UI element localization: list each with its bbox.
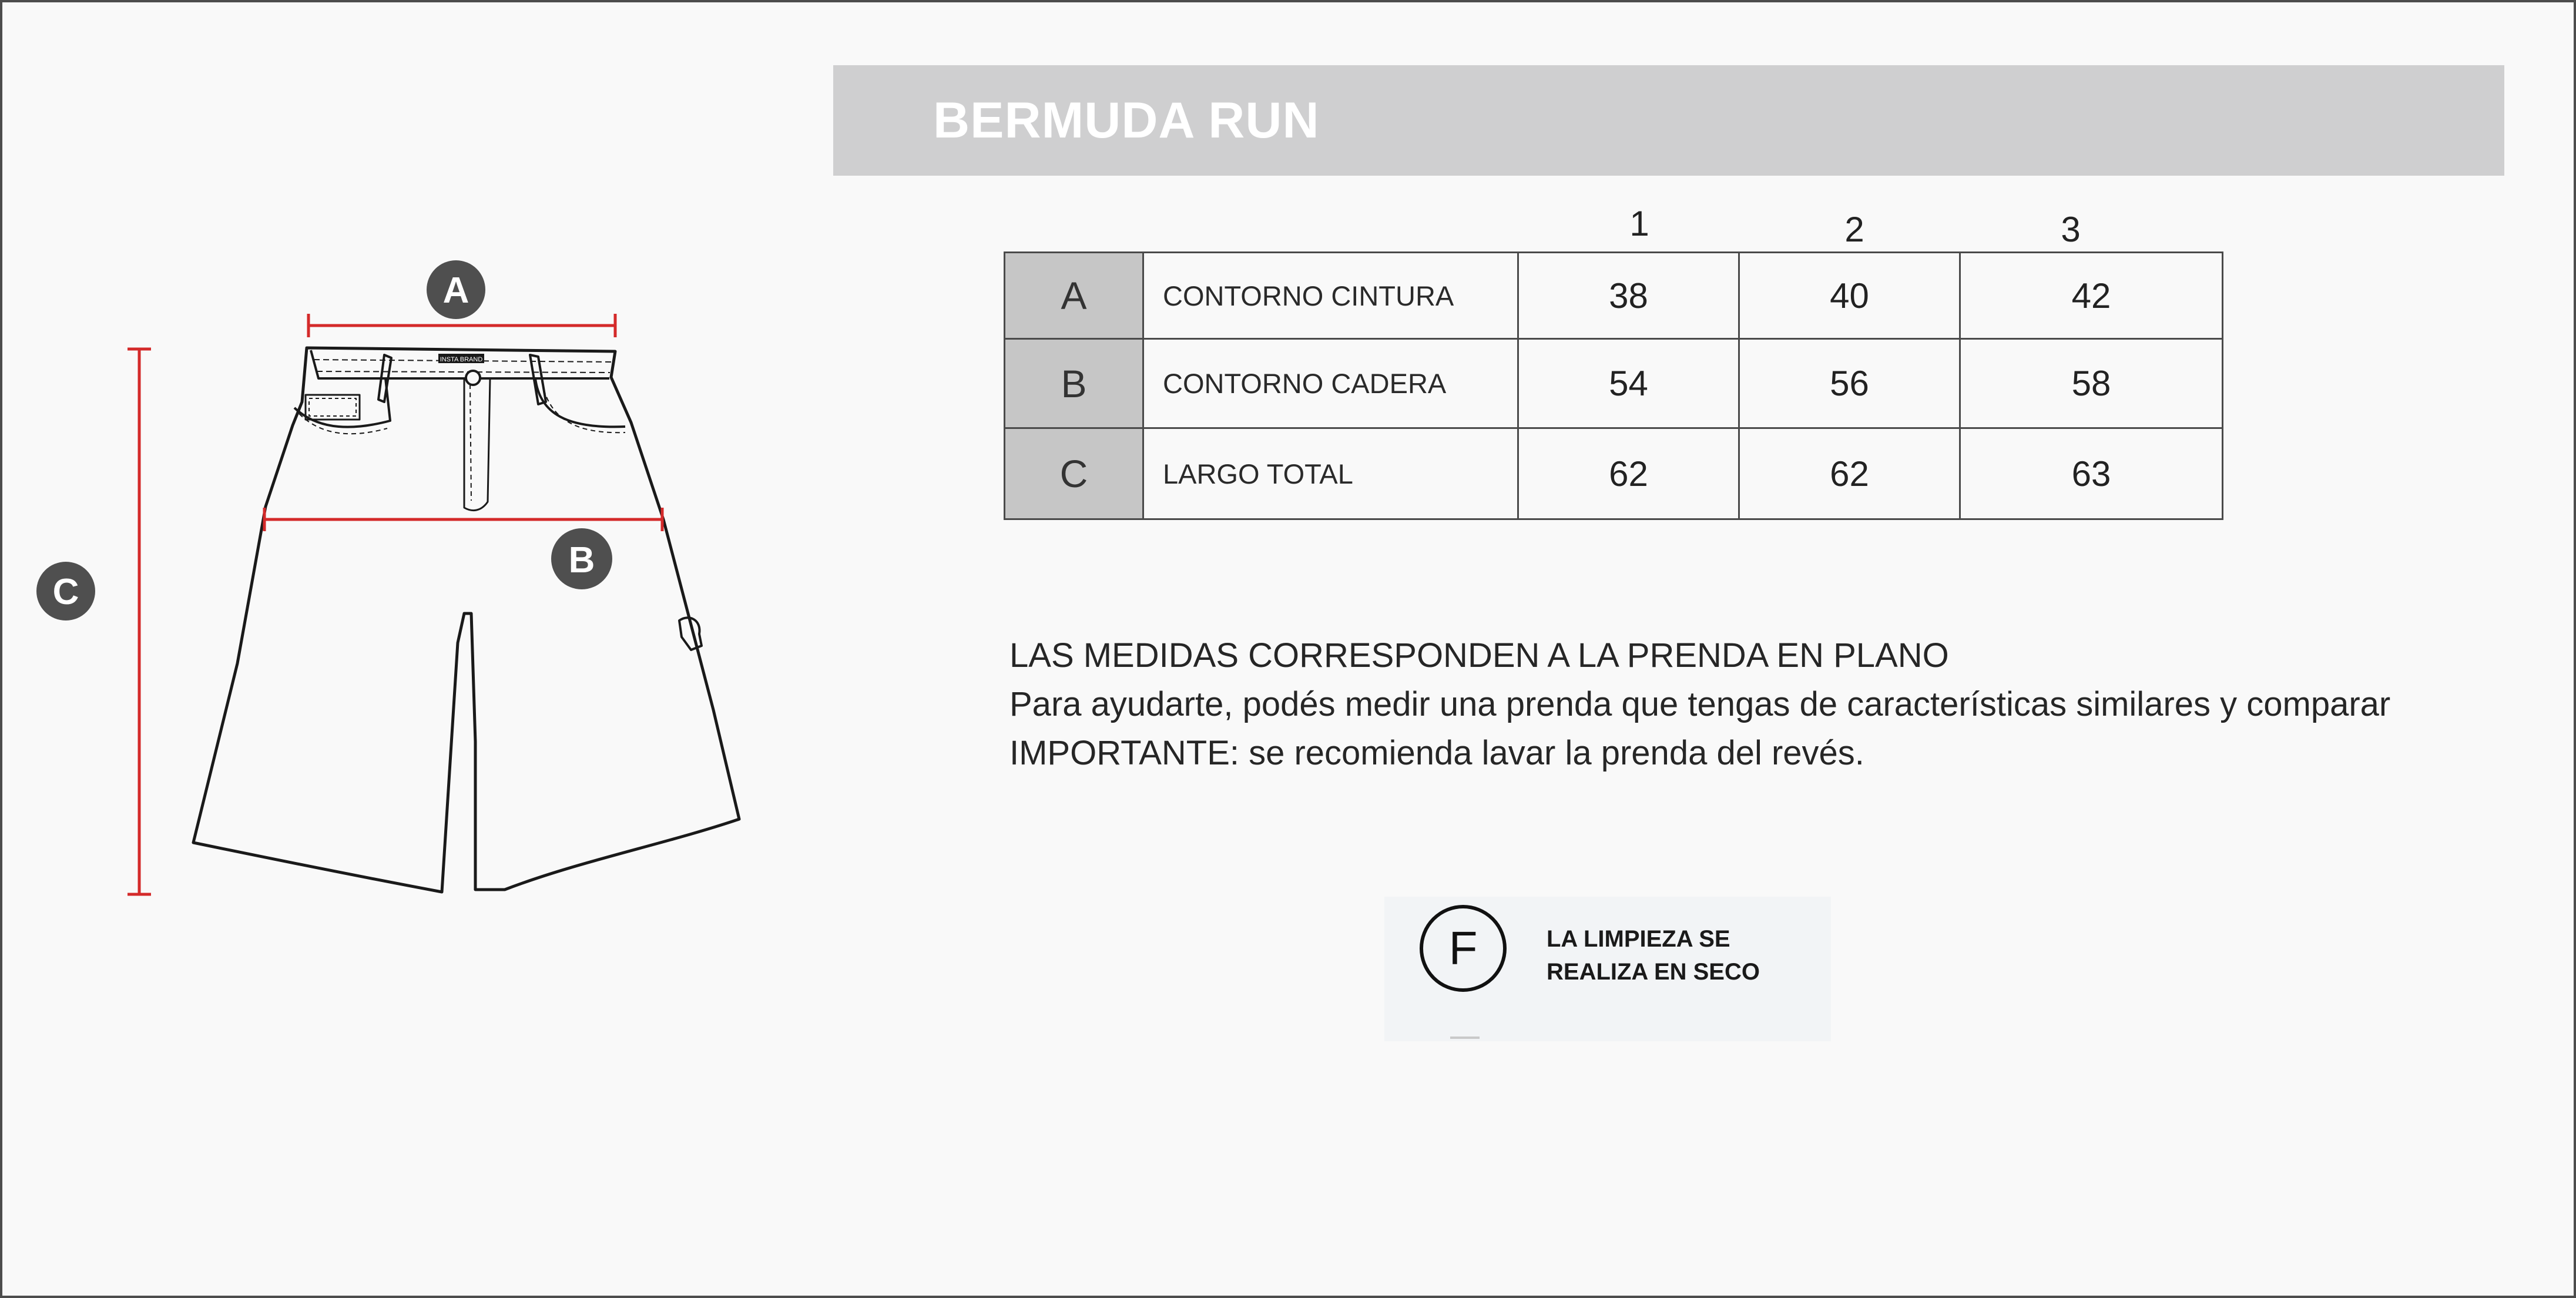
care-instruction	[1384, 897, 1831, 1041]
size-header-3: 3	[2061, 210, 2081, 249]
note-line: LAS MEDIDAS CORRESPONDEN A LA PRENDA EN PLANO	[1009, 636, 1949, 675]
svg-text:B: B	[568, 540, 595, 581]
measure-lines	[128, 314, 662, 894]
shorts-outline	[193, 348, 739, 892]
row-letter: B	[1005, 339, 1143, 428]
row-value: 54	[1518, 339, 1739, 428]
row-value: 62	[1739, 428, 1960, 519]
row-value: 63	[1960, 428, 2223, 519]
row-value: 40	[1739, 253, 1960, 339]
divider	[1450, 1037, 1480, 1039]
marker-a	[427, 260, 485, 319]
note-line: IMPORTANTE: se recomienda lavar la prenda del revés.	[1009, 734, 1864, 772]
size-table	[1004, 251, 2223, 520]
note-line: Para ayudarte, podés medir una prenda que tengas de características similares y comparar	[1009, 685, 2391, 723]
size-header-2: 2	[1844, 210, 1864, 249]
marker-b	[551, 528, 612, 589]
row-value: 56	[1739, 339, 1960, 428]
table-row	[1005, 339, 2223, 428]
row-label: CONTORNO CADERA	[1143, 339, 1518, 428]
row-value: 62	[1518, 428, 1739, 519]
care-line: LA LIMPIEZA SE	[1547, 926, 1730, 952]
svg-text:C: C	[52, 572, 79, 612]
row-label: CONTORNO CINTURA	[1143, 253, 1518, 339]
care-text	[1547, 923, 1823, 988]
dry-clean-icon: F	[1420, 905, 1507, 992]
measurement-notes	[1009, 631, 2537, 777]
table-row	[1005, 253, 2223, 339]
row-value: 58	[1960, 339, 2223, 428]
row-letter: C	[1005, 428, 1143, 519]
row-label: LARGO TOTAL	[1143, 428, 1518, 519]
waistband-tag-text: INSTA BRAND	[440, 356, 483, 363]
row-value: 42	[1960, 253, 2223, 339]
title-bar	[833, 65, 2504, 176]
size-header-1: 1	[1629, 204, 1649, 243]
row-letter: A	[1005, 253, 1143, 339]
row-value: 38	[1518, 253, 1739, 339]
svg-text:A: A	[442, 270, 469, 311]
care-line: REALIZA EN SECO	[1547, 959, 1760, 985]
marker-c	[36, 562, 95, 621]
table-row	[1005, 428, 2223, 519]
product-title: BERMUDA RUN	[933, 92, 1320, 149]
